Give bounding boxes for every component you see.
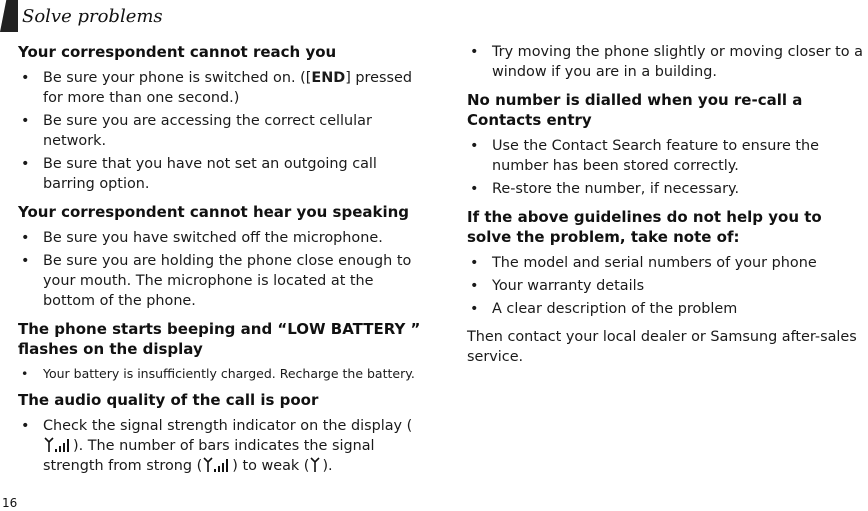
section-heading: Your correspondent cannot hear you speaking: [18, 203, 410, 221]
list-item-text: ). The number of bars indicates the signal strength from strong (: [43, 438, 375, 474]
list-item: • Be sure you are holding the phone close enough to your mouth. The microphone is located at the bottom of the phone.: [18, 251, 430, 311]
signal-strength-full-icon: [44, 437, 72, 453]
list-item-text: ).: [322, 458, 333, 474]
page-header: [0, 0, 868, 40]
bullet-list: [18, 228, 430, 311]
end-key-label: END: [311, 70, 346, 86]
right-column: [467, 42, 868, 367]
bullet-list: [467, 42, 868, 82]
section-heading: The audio quality of the call is poor: [18, 391, 319, 409]
list-item: • Be sure you are accessing the correct cellular network.: [18, 111, 430, 151]
page-number: 16: [2, 496, 18, 510]
list-item-text: ] pressed for more than one second.): [43, 70, 412, 106]
bullet-list: [18, 68, 430, 194]
section-heading: If the above guidelines do not help you to solve the problem, take note of:: [467, 208, 822, 246]
section-heading: Your correspondent cannot reach you: [18, 43, 337, 61]
list-item: • Your warranty details: [467, 276, 868, 296]
list-item: • Your battery is insufficiently charged. Recharge the battery.: [18, 365, 430, 382]
closing-paragraph: Then contact your local dealer or Samsung after-sales service.: [467, 329, 857, 365]
list-item: • A clear description of the problem: [467, 299, 868, 319]
header-tab-marker: [0, 0, 18, 32]
page-title: Solve problems: [22, 6, 163, 27]
list-item: • Use the Contact Search feature to ensure the number has been stored correctly.: [467, 136, 868, 176]
bullet-list: [467, 136, 868, 199]
list-item: • Be sure you have switched off the microphone.: [18, 228, 430, 248]
bullet-list: [467, 253, 868, 319]
list-item: [18, 68, 430, 108]
section-heading: The phone starts beeping and “LOW BATTERY ” flashes on the display: [18, 320, 421, 358]
list-item: • Re-store the number, if necessary.: [467, 179, 868, 199]
list-item-text: Be sure your phone is switched on. ([: [43, 70, 312, 86]
bullet-list: [18, 365, 430, 382]
list-item: • The model and serial numbers of your phone: [467, 253, 868, 273]
signal-strength-full-icon: [203, 457, 231, 473]
list-item-text: Check the signal strength indicator on the display (: [43, 418, 413, 434]
list-item-text: ) to weak (: [232, 458, 310, 474]
signal-strength-weak-icon: [310, 457, 321, 473]
bullet-list: [18, 416, 430, 476]
section-heading: No number is dialled when you re-call a Contacts entry: [467, 91, 803, 129]
left-column: [18, 42, 430, 484]
list-item: [18, 416, 430, 476]
list-item: • Be sure that you have not set an outgoing call barring option.: [18, 154, 430, 194]
list-item: • Try moving the phone slightly or moving closer to a window if you are in a building.: [467, 42, 868, 82]
